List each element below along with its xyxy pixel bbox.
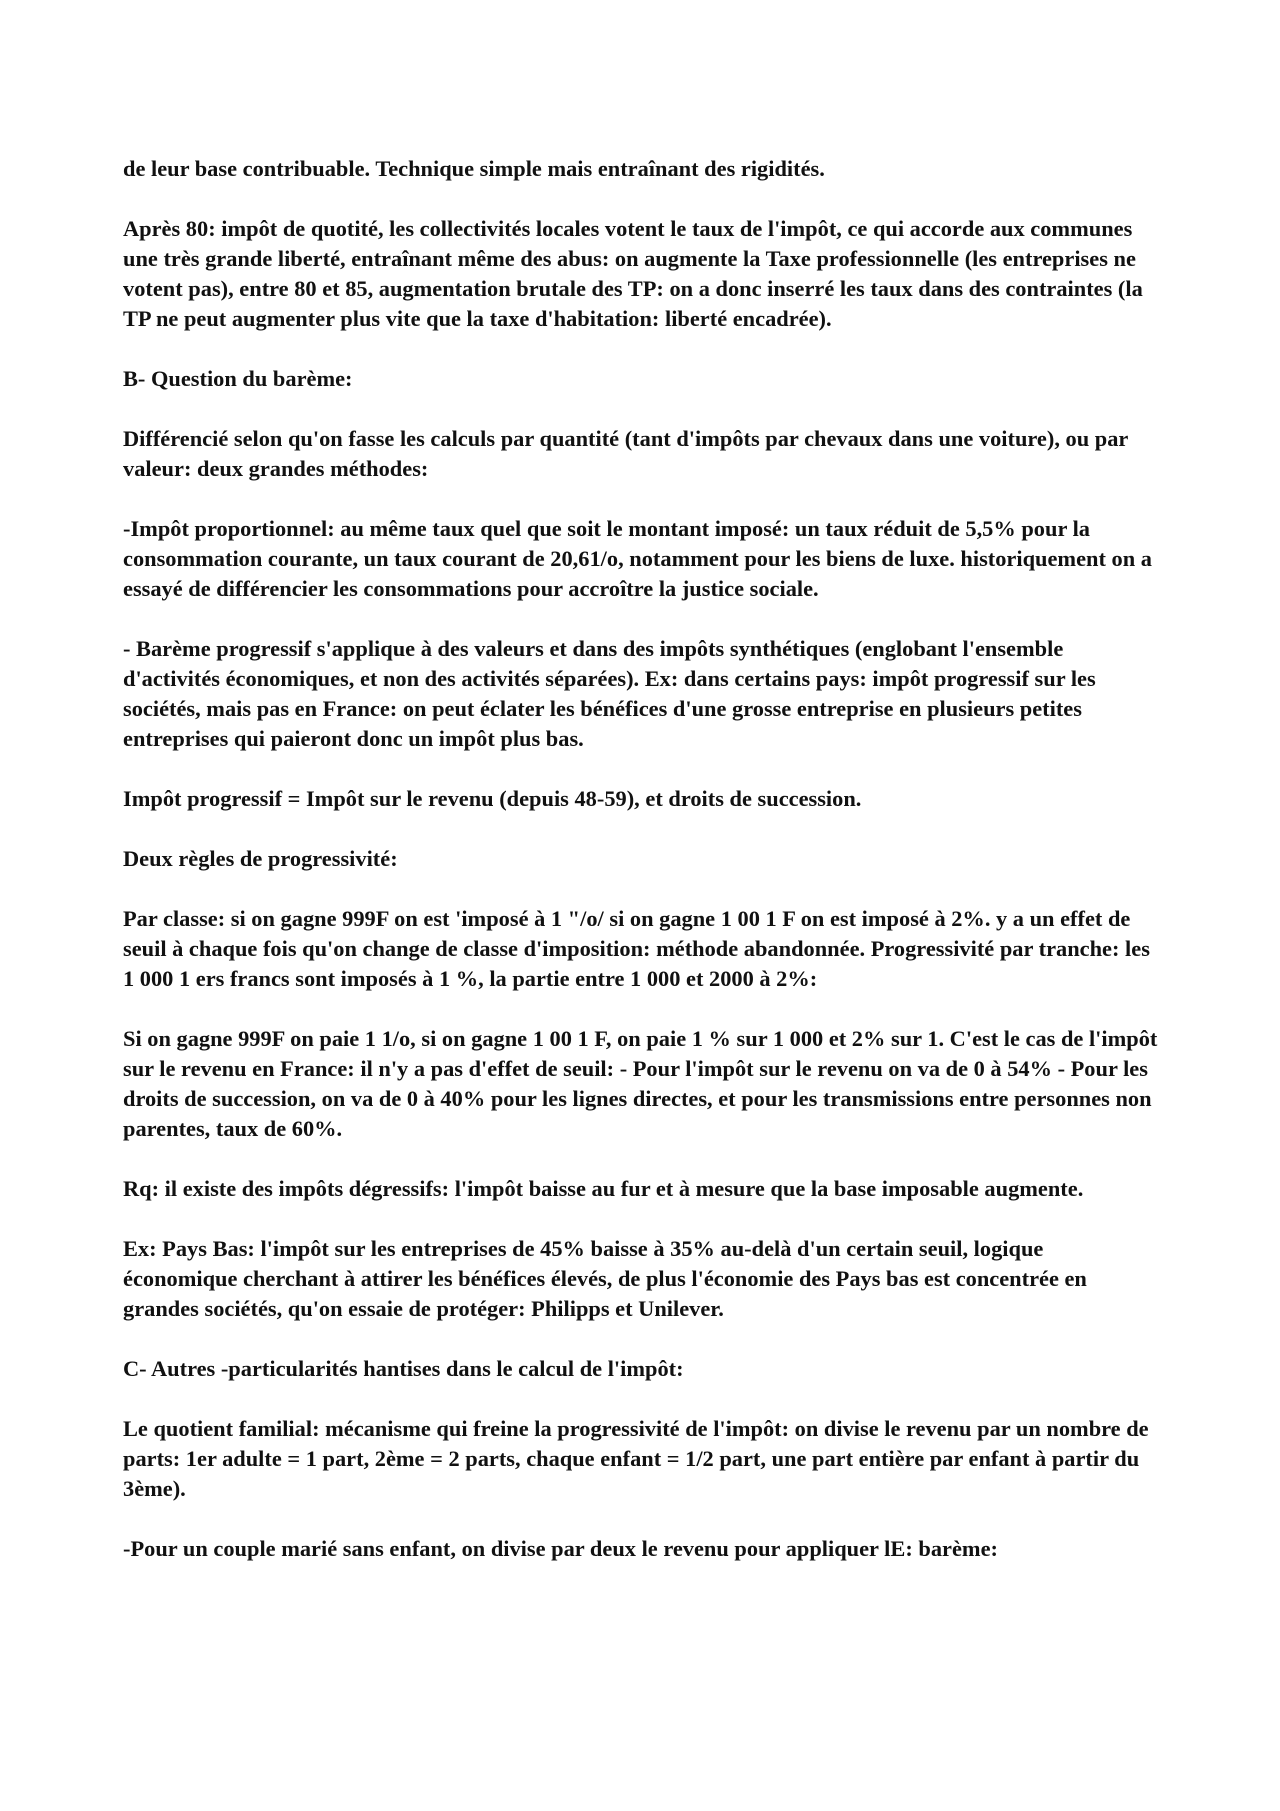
paragraph-impot-proportionnel: -Impôt proportionnel: au même taux quel que soit le montant imposé: un taux réduit de 5,5% pour la consommation courante, un taux courant de 20,61/o, notamment pour les biens de luxe. historiquement on a essayé de différencier les consommations pour accroître la justice sociale. xyxy=(123,516,1152,601)
paragraph-continuation: de leur base contribuable. Technique simple mais entraînant des rigidités. xyxy=(123,156,825,181)
paragraph-couple-marie: -Pour un couple marié sans enfant, on divise par deux le revenu pour appliquer lE: barème: xyxy=(123,1536,998,1561)
paragraph-pays-bas: Ex: Pays Bas: l'impôt sur les entreprises de 45% baisse à 35% au-delà d'un certain seuil, logique économique cherchant à attirer les bénéfices élevés, de plus l'économie des Pays bas est concentrée en grandes sociétés, qu'on essaie de protéger: Philipps et Unilever. xyxy=(123,1236,1087,1321)
paragraph-quotient-familial: Le quotient familial: mécanisme qui freine la progressivité de l'impôt: on divise le revenu par un nombre de parts: 1er adulte = 1 part, 2ème = 2 parts, chaque enfant = 1/2 part, une part entière par enfant à partir du 3ème). xyxy=(123,1416,1149,1501)
section-heading-bareme: B- Question du barème: xyxy=(123,366,353,391)
document-page xyxy=(123,154,1163,1594)
paragraph-bareme-progressif: - Barème progressif s'applique à des valeurs et dans des impôts synthétiques (englobant l'ensemble d'activités économiques, et non des activités séparées). Ex: dans certains pays: impôt progressif sur les sociétés, mais pas en France: on peut éclater les bénéfices d'une grosse entreprise en plusieurs petites entreprises qui paieront donc un impôt plus bas. xyxy=(123,636,1096,751)
paragraph-differencie: Différencié selon qu'on fasse les calculs par quantité (tant d'impôts par chevaux dans une voiture), ou par valeur: deux grandes méthodes: xyxy=(123,426,1128,481)
paragraph-impots-degressifs: Rq: il existe des impôts dégressifs: l'impôt baisse au fur et à mesure que la base imposable augmente. xyxy=(123,1176,1084,1201)
paragraph-regles-progressivite: Deux règles de progressivité: xyxy=(123,846,398,871)
paragraph-impot-quotite: Après 80: impôt de quotité, les collectivités locales votent le taux de l'impôt, ce qui accorde aux communes une très grande liberté, entraînant même des abus: on augmente la Taxe professionnelle (les entreprises ne votent pas), entre 80 et 85, augmentation brutale des TP: on a donc inserré les taux dans des contraintes (la TP ne peut augmenter plus vite que la taxe d'habitation: liberté encadrée). xyxy=(123,216,1143,331)
section-heading-particularites: C- Autres -particularités hantises dans le calcul de l'impôt: xyxy=(123,1356,684,1381)
paragraph-exemple-999f: Si on gagne 999F on paie 1 1/o, si on gagne 1 00 1 F, on paie 1 % sur 1 000 et 2% sur 1. C'est le cas de l'impôt sur le revenu en France: il n'y a pas d'effet de seuil: - Pour l'impôt sur le revenu on va de 0 à 54% - Pour les droits de succession, on va de 0 à 40% pour les lignes directes, et pour les transmissions entre personnes non parentes, taux de 60%. xyxy=(123,1026,1158,1141)
paragraph-impot-progressif: Impôt progressif = Impôt sur le revenu (depuis 48-59), et droits de succession. xyxy=(123,786,862,811)
paragraph-par-classe: Par classe: si on gagne 999F on est 'imposé à 1 "/o/ si on gagne 1 00 1 F on est imposé à 2%. y a un effet de seuil à chaque fois qu'on change de classe d'imposition: méthode abandonnée. Progressivité par tranche: les 1 000 1 ers francs sont imposés à 1 %, la partie entre 1 000 et 2000 à 2%: xyxy=(123,906,1150,991)
